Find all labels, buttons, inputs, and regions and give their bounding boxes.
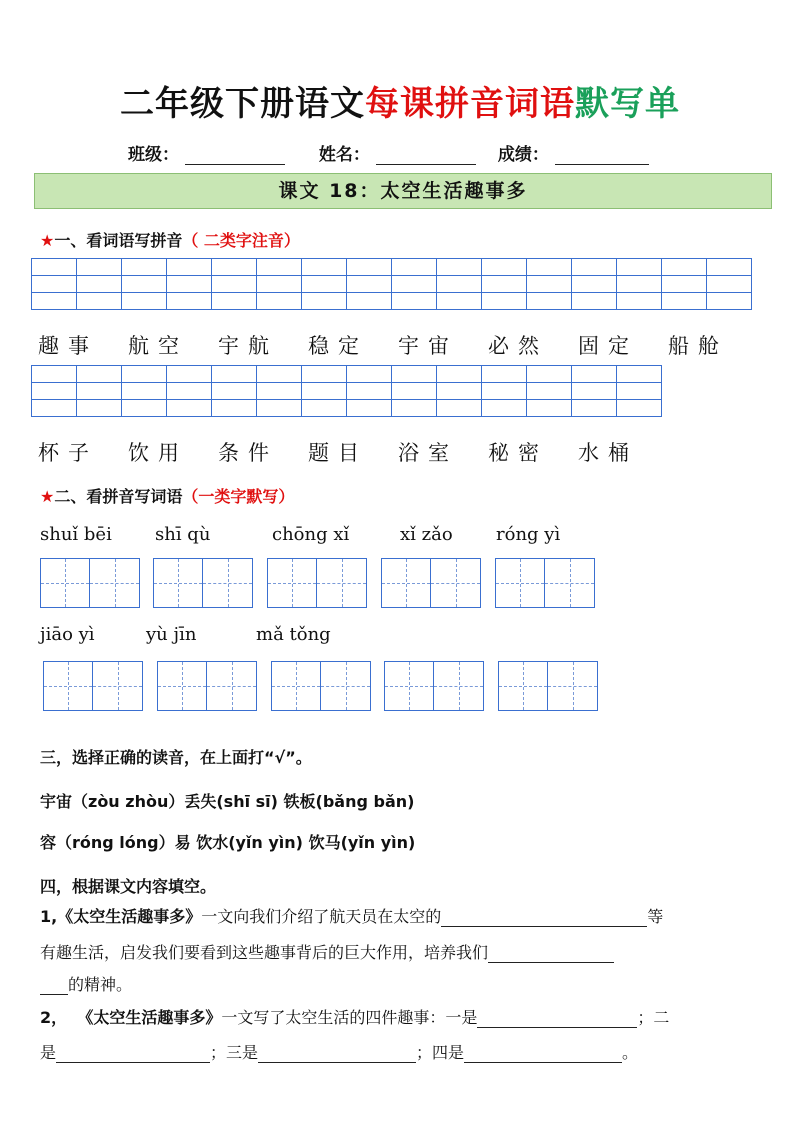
question-1-line2 <box>40 940 614 963</box>
pinyin-item: shī qù <box>155 524 211 545</box>
pinyin-item: jiāo yì <box>40 624 95 645</box>
name-label: 姓名： <box>318 145 370 165</box>
pinyin-item: xǐ zǎo <box>400 524 453 545</box>
page-title <box>0 76 800 125</box>
q2-text-6: 。 <box>622 1043 639 1062</box>
q2-blank-4[interactable] <box>464 1044 622 1063</box>
section2-note: （一类字默写） <box>182 487 295 506</box>
pinyin-item: yù jīn <box>146 624 197 645</box>
tianzige-box[interactable] <box>271 661 371 711</box>
class-label: 班级： <box>128 145 179 165</box>
star-icon: ★ <box>40 231 55 250</box>
tianzige-box[interactable] <box>153 558 253 608</box>
tianzige-box[interactable] <box>495 558 595 608</box>
score-field[interactable] <box>555 146 649 165</box>
tianzige-box[interactable] <box>157 661 257 711</box>
section3-line1: 宇宙（zòu zhòu）丢失(shī sī) 铁板(bǎng bǎn) <box>40 792 415 811</box>
tianzige-box[interactable] <box>267 558 367 608</box>
words-row1: 趣事 航空 宇航 稳定 宇宙 必然 固定 船舱 <box>38 334 728 358</box>
q2-text: 一文写了太空生活的四件趣事：一是 <box>221 1008 478 1027</box>
section2-title: 二、看拼音写词语 <box>54 487 183 506</box>
words-row2: 杯子 饮用 条件 题目 浴室 秘密 水桶 <box>38 441 638 465</box>
question-2-line2 <box>40 1040 638 1063</box>
q2-book-title: 《太空生活趣事多》 <box>77 1008 222 1027</box>
student-info-row <box>128 140 663 165</box>
title-part-pinyin-words: 每课拼音词语 <box>365 84 575 124</box>
pinyin-item: róng yì <box>496 524 561 545</box>
q1-blank-1[interactable] <box>441 908 647 927</box>
question-1-line3 <box>40 972 132 995</box>
question-1-line1 <box>40 904 663 927</box>
tianzige-box[interactable] <box>384 661 484 711</box>
section2-heading <box>40 484 294 507</box>
lesson-title-bar: 课文 18：太空生活趣事多 <box>34 173 772 209</box>
name-field[interactable] <box>376 146 476 165</box>
pinyin-item: chōng xǐ <box>272 524 350 545</box>
q1-text-2: 有趣生活，启发我们要看到这些趣事背后的巨大作用，培养我们 <box>40 943 489 962</box>
title-part-grade: 二年级下册语文 <box>120 84 365 124</box>
q2-number: 2， <box>40 1008 68 1027</box>
q1-text: 一文向我们介绍了航天员在太空的 <box>201 907 442 926</box>
pinyin-grid-row2[interactable] <box>31 365 662 417</box>
q1-text-end: 等 <box>647 907 664 926</box>
q2-text-3: 是 <box>40 1043 57 1062</box>
question-2-line1 <box>40 1005 669 1028</box>
pinyin-item: shuǐ bēi <box>40 524 112 545</box>
section3-line2: 容（róng lóng）易 饮水(yǐn yìn) 饮马(yǐn yìn) <box>40 833 416 852</box>
q2-blank-1[interactable] <box>477 1009 637 1028</box>
q1-blank-2[interactable] <box>488 944 614 963</box>
pinyin-item: mǎ tǒng <box>256 624 331 645</box>
section4-title: 四，根据课文内容填空。 <box>40 877 217 896</box>
section3-title: 三，选择正确的读音，在上面打“√”。 <box>40 748 312 767</box>
q2-text-2: ；二 <box>637 1008 670 1027</box>
q1-book-title: 《太空生活趣事多》 <box>57 907 202 926</box>
title-part-dictation: 默写单 <box>575 84 680 124</box>
q2-text-4: ；三是 <box>210 1043 259 1062</box>
star-icon: ★ <box>40 487 55 506</box>
q2-blank-3[interactable] <box>258 1044 416 1063</box>
tianzige-box[interactable] <box>40 558 140 608</box>
q1-blank-3[interactable] <box>40 976 68 995</box>
tianzige-box[interactable] <box>381 558 481 608</box>
section1-note: （ 二类字注音） <box>182 231 300 250</box>
section1-heading <box>40 228 300 251</box>
q2-blank-2[interactable] <box>56 1044 210 1063</box>
q1-text-3: 的精神。 <box>68 975 133 994</box>
class-field[interactable] <box>185 146 285 165</box>
q1-number: 1, <box>40 907 58 926</box>
tianzige-box[interactable] <box>43 661 143 711</box>
pinyin-grid-row1[interactable] <box>31 258 752 310</box>
tianzige-box[interactable] <box>498 661 598 711</box>
section1-title: 一、看词语写拼音 <box>54 231 183 250</box>
q2-text-5: ；四是 <box>416 1043 465 1062</box>
score-label: 成绩： <box>497 145 549 165</box>
